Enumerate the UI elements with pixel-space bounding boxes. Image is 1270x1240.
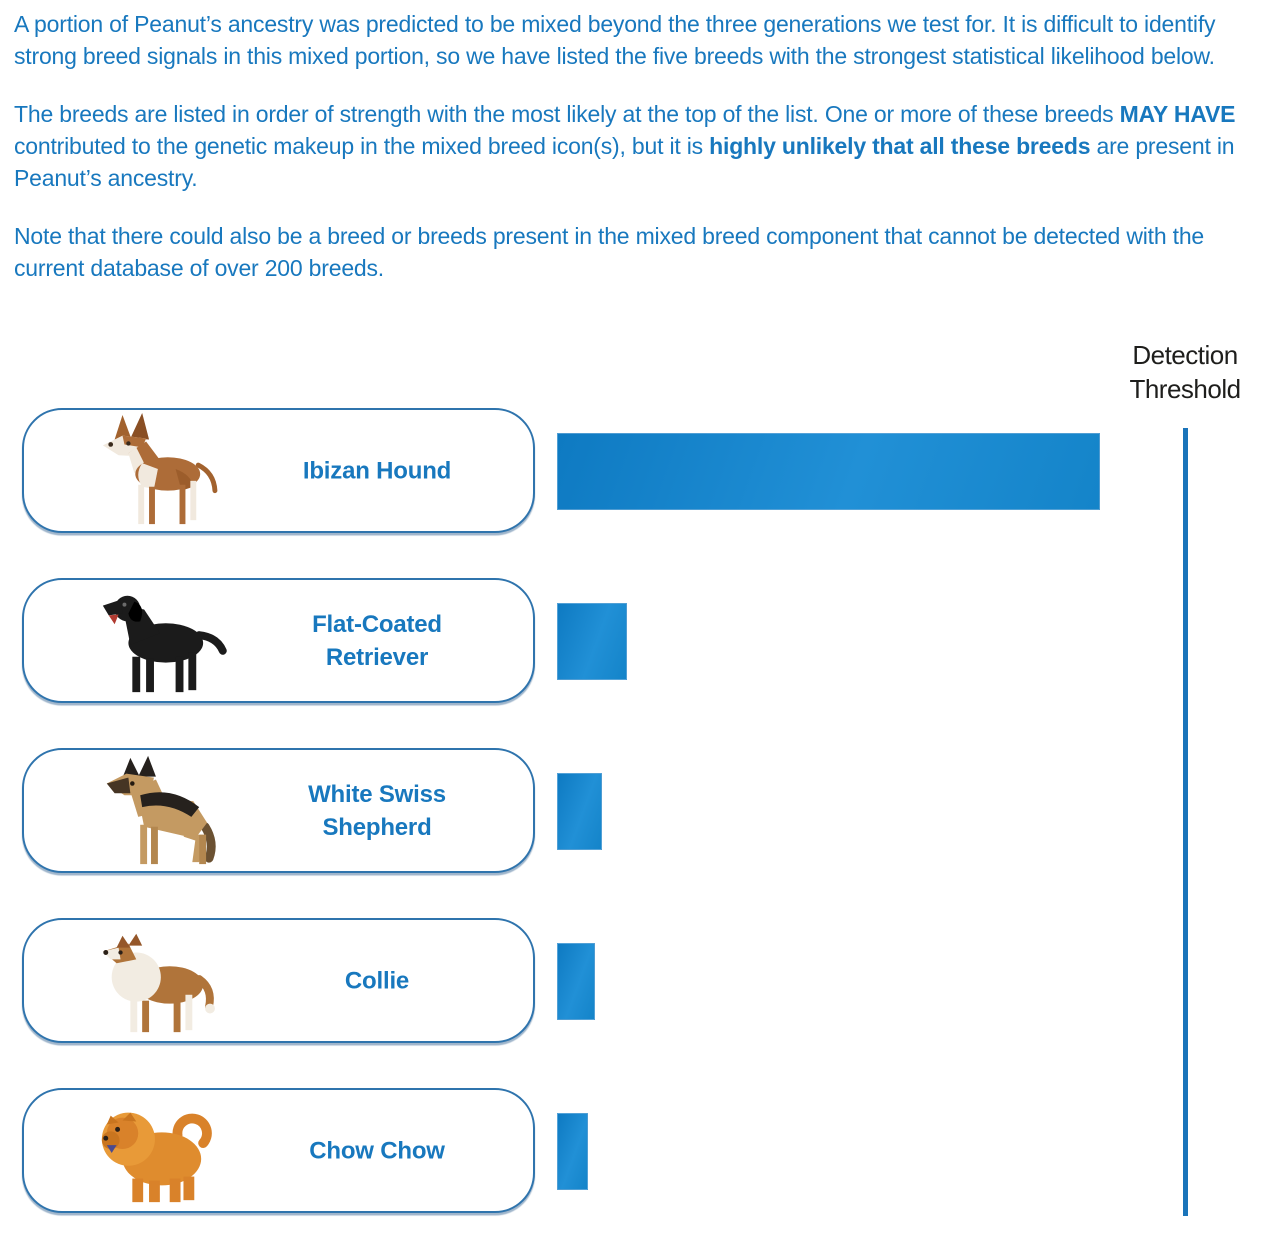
strength-bar [557, 603, 627, 680]
breed-row [0, 1088, 1270, 1213]
collie-icon [72, 922, 232, 1040]
intro-paragraph: The breeds are listed in order of strength with the most likely at the top of the list. One or more of these breeds MAY HAVE contributed to the genetic makeup in the mixed breed icon(s), but it is highly unlikely that all these breeds are present in Peanut’s ancestry. [14, 101, 1236, 191]
breed-card [22, 578, 535, 703]
breed-card [22, 748, 535, 873]
strength-bar [557, 433, 1100, 510]
breed-row [0, 918, 1270, 1043]
chow-chow-icon [72, 1092, 232, 1210]
breed-card [22, 918, 535, 1043]
strength-bar [557, 773, 602, 850]
breed-card [22, 1088, 535, 1213]
white-swiss-shepherd-icon [72, 752, 232, 870]
strength-bar [557, 943, 595, 1020]
detection-threshold-label: Detection Threshold [1129, 340, 1241, 404]
flat-coated-retriever-icon [72, 582, 232, 700]
breed-name-label: Flat-Coated Retriever [312, 610, 442, 671]
breed-row [0, 578, 1270, 703]
breed-row [0, 748, 1270, 873]
breed-name-label: Collie [344, 967, 410, 994]
intro-paragraph: Note that there could also be a breed or breeds present in the mixed breed component that cannot be detected with the current database of over 200 breeds. [14, 223, 1204, 281]
breed-name-label: Ibizan Hound [302, 457, 452, 484]
breed-card [22, 408, 535, 533]
strength-bar [557, 1113, 588, 1190]
intro-paragraph: A portion of Peanut’s ancestry was predicted to be mixed beyond the three generations we test for. It is difficult to identify strong breed signals in this mixed portion, so we have listed the five breeds with the strongest statistical likelihood below. [14, 11, 1216, 69]
intro-paragraphs [14, 8, 1256, 310]
breed-name-label: Chow Chow [309, 1137, 445, 1164]
breed-name-label: White Swiss Shepherd [308, 780, 446, 841]
breed-row [0, 408, 1270, 533]
ibizan-hound-icon [72, 412, 232, 530]
